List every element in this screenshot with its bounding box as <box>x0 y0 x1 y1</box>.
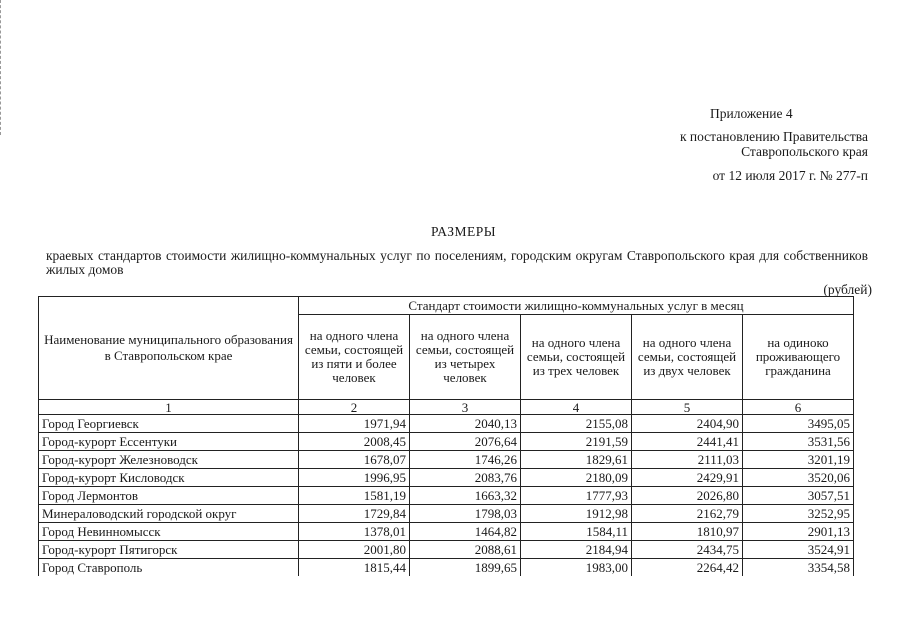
cost-value: 1815,44 <box>299 559 410 577</box>
municipality-name: Город-курорт Кисловодск <box>39 469 299 487</box>
header-single-resident: на одиноко проживающего гражданина <box>743 315 854 400</box>
cost-value: 1899,65 <box>410 559 521 577</box>
municipality-name: Город Невинномысск <box>39 523 299 541</box>
municipality-column-header: Наименование муниципального образования в Ставропольском крае <box>39 297 299 400</box>
column-number: 2 <box>299 400 410 415</box>
table-row <box>39 523 854 541</box>
municipality-name: Город Лермонтов <box>39 487 299 505</box>
municipality-name: Минераловодский городской округ <box>39 505 299 523</box>
cost-value: 1777,93 <box>521 487 632 505</box>
cost-value: 2404,90 <box>632 415 743 433</box>
cost-value: 2155,08 <box>521 415 632 433</box>
cost-value: 1971,94 <box>299 415 410 433</box>
document-title: РАЗМЕРЫ <box>431 224 496 239</box>
cost-value: 2184,94 <box>521 541 632 559</box>
municipality-name: Город-курорт Железноводск <box>39 451 299 469</box>
cost-value: 2264,42 <box>632 559 743 577</box>
cost-value: 1584,11 <box>521 523 632 541</box>
header-five-plus-members: на одного члена семьи, состоящей из пяти и более человек <box>299 315 410 400</box>
cost-value: 2008,45 <box>299 433 410 451</box>
cost-value: 2111,03 <box>632 451 743 469</box>
cost-value: 3354,58 <box>743 559 854 577</box>
table-row <box>39 505 854 523</box>
cost-value: 3524,91 <box>743 541 854 559</box>
cost-value: 2901,13 <box>743 523 854 541</box>
cost-value: 2191,59 <box>521 433 632 451</box>
document-subtitle: краевых стандартов стоимости жилищно-коммунальных услуг по поселениям, городским округам Ставропольского края для собственников жилых домов <box>46 248 868 277</box>
header-two-members: на одного члена семьи, состоящей из двух человек <box>632 315 743 400</box>
cost-value: 2180,09 <box>521 469 632 487</box>
cost-value: 3520,06 <box>743 469 854 487</box>
cost-value: 2162,79 <box>632 505 743 523</box>
appendix-label: Приложение 4 <box>710 106 793 121</box>
cost-value: 1663,32 <box>410 487 521 505</box>
municipality-name: Город-курорт Пятигорск <box>39 541 299 559</box>
cost-value: 2088,61 <box>410 541 521 559</box>
column-number: 3 <box>410 400 521 415</box>
cost-value: 1798,03 <box>410 505 521 523</box>
cost-value: 3057,51 <box>743 487 854 505</box>
cost-value: 2083,76 <box>410 469 521 487</box>
decree-reference-line-2: Ставропольского края <box>741 144 868 159</box>
table-row <box>39 469 854 487</box>
column-number: 6 <box>743 400 854 415</box>
cost-value: 1983,00 <box>521 559 632 577</box>
cost-value: 1810,97 <box>632 523 743 541</box>
cost-value: 1378,01 <box>299 523 410 541</box>
table-row <box>39 451 854 469</box>
header-four-members: на одного члена семьи, состоящей из четырех человек <box>410 315 521 400</box>
cost-value: 1746,26 <box>410 451 521 469</box>
cost-value: 2441,41 <box>632 433 743 451</box>
cost-value: 1996,95 <box>299 469 410 487</box>
decree-reference-line-1: к постановлению Правительства <box>679 129 868 144</box>
cost-value: 1729,84 <box>299 505 410 523</box>
cost-value: 2429,91 <box>632 469 743 487</box>
municipality-name: Город Ставрополь <box>39 559 299 577</box>
cost-value: 2026,80 <box>632 487 743 505</box>
scan-margin-mark <box>0 0 7 135</box>
cost-value: 3201,19 <box>743 451 854 469</box>
cost-value: 3495,05 <box>743 415 854 433</box>
header-three-members: на одного члена семьи, состоящей из трех человек <box>521 315 632 400</box>
cost-value: 3252,95 <box>743 505 854 523</box>
cost-value: 1912,98 <box>521 505 632 523</box>
cost-value: 2434,75 <box>632 541 743 559</box>
cost-value: 1829,61 <box>521 451 632 469</box>
municipality-name: Город-курорт Ессентуки <box>39 433 299 451</box>
cost-value: 2076,64 <box>410 433 521 451</box>
cost-value: 1464,82 <box>410 523 521 541</box>
column-number: 1 <box>39 400 299 415</box>
cost-value: 3531,56 <box>743 433 854 451</box>
decree-date-number: от 12 июля 2017 г. № 277-п <box>712 168 868 183</box>
cost-value: 2040,13 <box>410 415 521 433</box>
table-row <box>39 559 854 577</box>
cost-value: 2001,80 <box>299 541 410 559</box>
cost-value: 1581,19 <box>299 487 410 505</box>
table-row <box>39 541 854 559</box>
cost-standard-group-header: Стандарт стоимости жилищно-коммунальных услуг в месяц <box>299 297 854 315</box>
unit-label: (рублей) <box>823 282 872 297</box>
column-number: 5 <box>632 400 743 415</box>
municipality-name: Город Георгиевск <box>39 415 299 433</box>
table-row <box>39 487 854 505</box>
table-row <box>39 433 854 451</box>
standards-table <box>38 296 854 576</box>
column-number: 4 <box>521 400 632 415</box>
table-row <box>39 415 854 433</box>
cost-value: 1678,07 <box>299 451 410 469</box>
